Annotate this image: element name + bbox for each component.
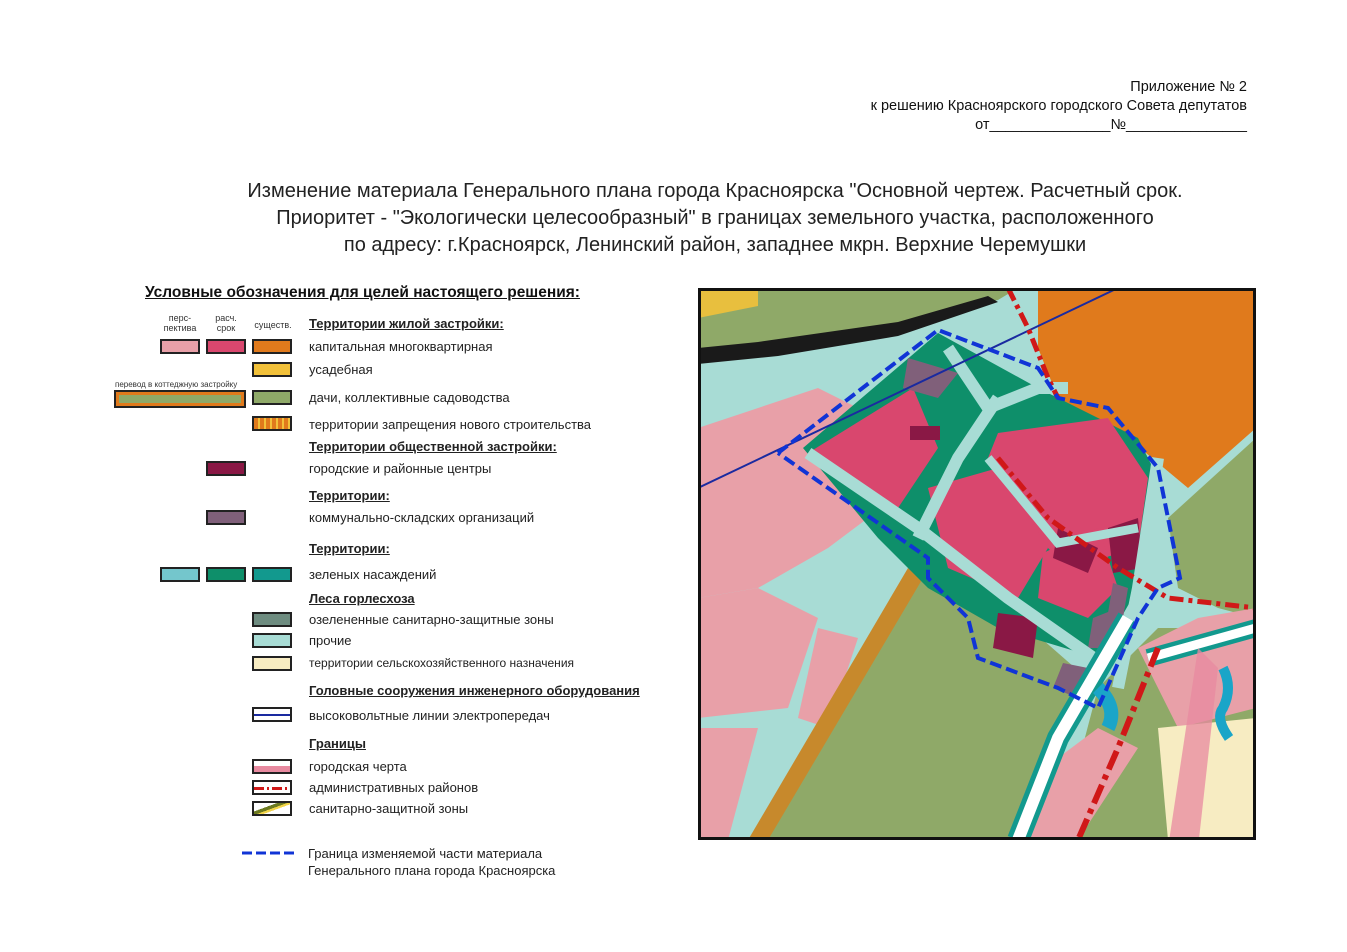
legend-label-city-border: городская черта (309, 759, 407, 774)
swatch-powerline (252, 707, 292, 722)
legend-section-public: Территории общественной застройки: (309, 439, 557, 454)
swatch-manor (252, 362, 292, 377)
appendix-line-2: к решению Красноярского городского Совета депутатов (870, 98, 1247, 114)
legend-section-engineering: Головные сооружения инженерного оборудования (309, 683, 640, 698)
legend-label-multi: капитальная многоквартирная (309, 339, 493, 354)
swatch-communal (206, 510, 246, 525)
swatch-sanitary-green (252, 612, 292, 627)
swatch-agri (252, 656, 292, 671)
legend-section-territories-2: Территории: (309, 541, 390, 556)
swatch-dachas (252, 390, 292, 405)
swatch-cottage-conversion (114, 390, 246, 408)
legend-col-existing: существ. (254, 320, 292, 330)
appendix-line-3: от_______________№_______________ (975, 117, 1247, 133)
swatch-green-existing (252, 567, 292, 582)
cottage-note: перевод в коттеджную застройку (115, 380, 238, 389)
legend-col-calc: расч. срок (215, 313, 237, 333)
legend-label-agri: территории сельскохозяйственного назначения (309, 656, 575, 670)
swatch-residential-perspective (160, 339, 200, 354)
legend-label-sanitary-green: озелененные санитарно-защитные зоны (309, 612, 554, 627)
changed-boundary-line-1: Граница изменяемой части материала (308, 846, 543, 861)
changed-boundary-line-2: Генерального плана города Красноярска (308, 863, 556, 878)
swatch-centers (206, 461, 246, 476)
legend-label-manor: усадебная (309, 362, 373, 377)
appendix-line-1: Приложение № 2 (1130, 79, 1247, 95)
swatch-green-calc (206, 567, 246, 582)
legend-section-territories-1: Территории: (309, 488, 390, 503)
legend-section-borders: Границы (309, 736, 366, 751)
title-line-3: по адресу: г.Красноярск, Ленинский район, западнее мкрн. Верхние Черемушки (343, 234, 1087, 256)
legend-label-powerline: высоковольтные линии электропередач (309, 708, 550, 723)
swatch-construction-ban (252, 416, 292, 431)
swatch-other-forest (252, 633, 292, 648)
appendix-block (871, 78, 1247, 135)
legend-label-dachas: дачи, коллективные садоводства (309, 390, 510, 405)
legend-label-admin-border: административных районов (309, 780, 479, 795)
title-line-1: Изменение материала Генерального плана города Красноярска "Основной чертеж. Расчетный срок. (247, 180, 1183, 202)
changed-boundary-label (308, 845, 555, 879)
legend-label-green: зеленых насаждений (309, 567, 437, 582)
boundary-dash-icon (240, 848, 300, 858)
swatch-city-border (252, 759, 292, 774)
title-line-2: Приоритет - "Экологически целесообразный" в границах земельного участка, расположенного (276, 207, 1154, 229)
swatch-sanitary-border (252, 801, 292, 816)
legend-heading: Условные обозначения для целей настоящего решения: (145, 284, 580, 301)
legend-section-forests: Леса горлесхоза (309, 591, 415, 606)
map-area-center-1 (910, 426, 940, 440)
legend-label-ban: территории запрещения нового строительства (309, 417, 592, 432)
swatch-green-perspective (160, 567, 200, 582)
swatch-admin-border (252, 780, 292, 795)
swatch-residential-existing (252, 339, 292, 354)
legend-label-sanitary-border: санитарно-защитной зоны (309, 801, 469, 816)
swatch-residential-calc (206, 339, 246, 354)
legend-label-communal: коммунально-складских организаций (309, 510, 535, 525)
document-title (150, 178, 1280, 259)
legend-section-residential: Территории жилой застройки: (309, 316, 504, 331)
legend-col-perspective: перс- пектива (163, 313, 197, 333)
legend-label-centers: городские и районные центры (309, 461, 492, 476)
master-plan-map (698, 288, 1256, 840)
legend-label-other: прочие (309, 633, 352, 648)
